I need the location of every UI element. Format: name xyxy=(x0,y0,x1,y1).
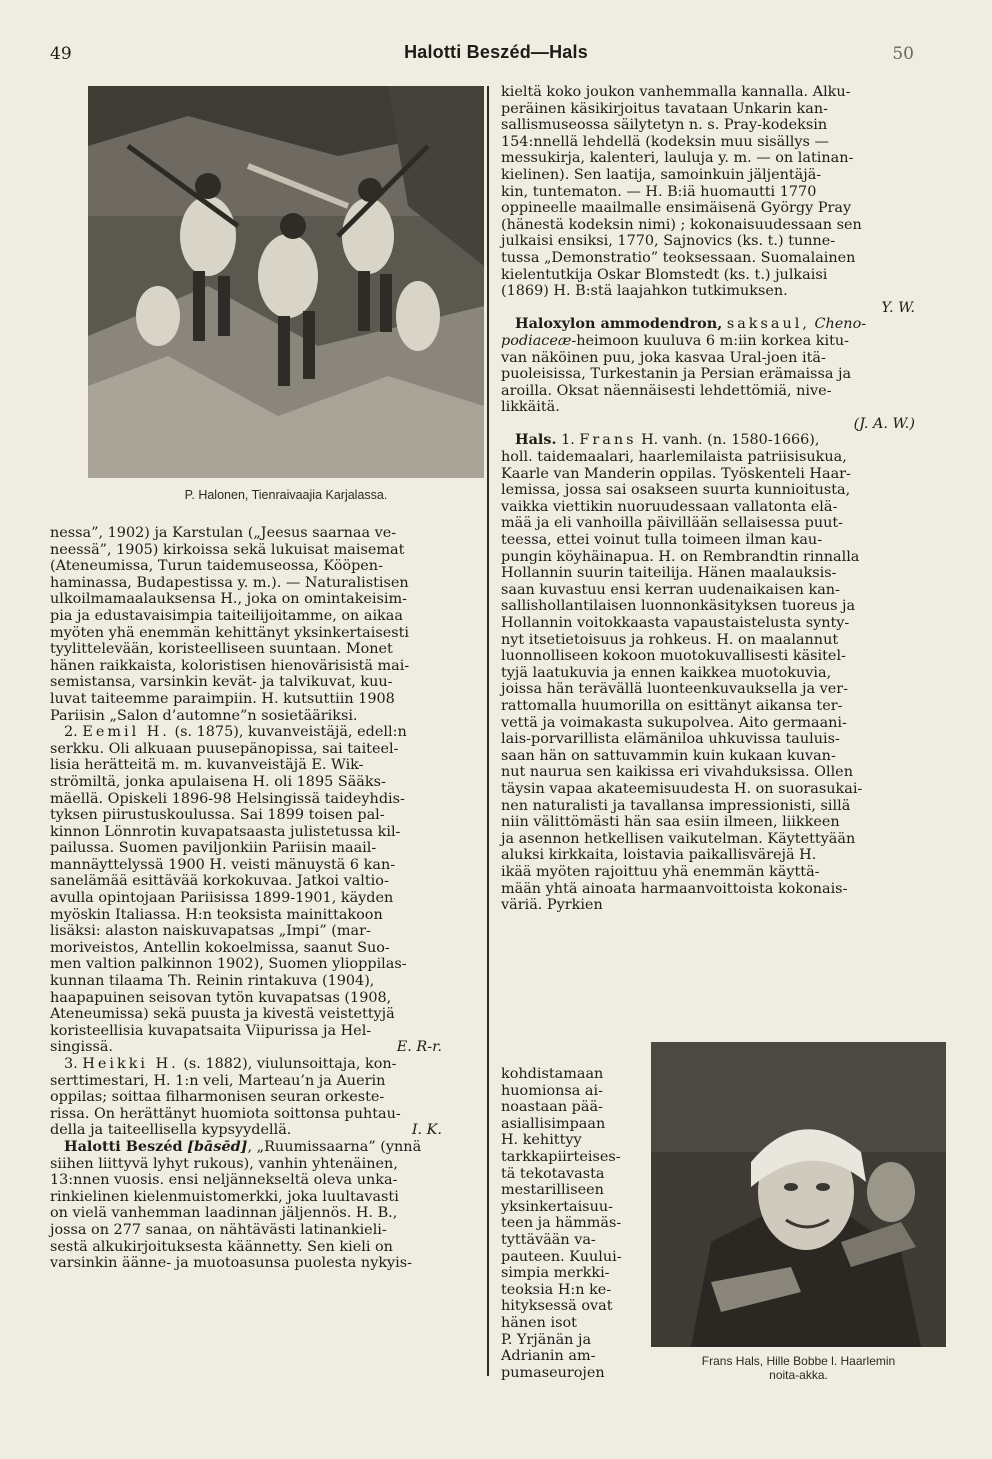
text-line: pia ja edustavaisimpia taiteilijoitamme, on aikaa xyxy=(50,607,403,624)
text-line: myöskin Italiassa. H:n teoksista mainittakoon xyxy=(50,906,383,923)
text-line: neessä”, 1905) kirkoissa sekä lukuisat maisemat xyxy=(50,541,405,558)
text-line: H. vanh. (n. 1580-1666), xyxy=(641,432,820,449)
entry-name: Eemil H. xyxy=(82,724,170,741)
text-line: ikää myöten rajoittuu yhä enemmän käyttä- xyxy=(501,863,820,880)
text-line: joissa hän terävällä luonteenkuvauksella ja ver- xyxy=(501,681,849,698)
text-line: rinkielinen kielenmuistomerkki, joka luultavasti xyxy=(50,1188,399,1205)
text-line: sallishollantilaisen luonnonkäsityksen tuoreus ja xyxy=(501,598,856,615)
text-line: niin välittömästi hän saa esiin ilmeen, liikkeen xyxy=(501,814,840,831)
text-line: lisäksi: alaston naiskuvapatsas „Impi” (mar- xyxy=(50,923,371,940)
text-line: sestä alkukirjoituksesta käännetty. Sen kieli on xyxy=(50,1238,393,1255)
portrait-image xyxy=(651,1042,946,1347)
text-line: teessa, ettei voinut tulla toimeen ilman kau- xyxy=(501,532,823,549)
text-line: oppilas; soittaa filharmonisen seuran orkeste- xyxy=(50,1089,385,1106)
text-line: väriä. Pyrkien xyxy=(501,897,603,914)
text-line: tyylittelevään, koristeelliseen suuntaan. Monet xyxy=(50,641,393,658)
text-line: pauteen. Kuului- xyxy=(501,1248,622,1265)
text-line: aluksi kirkkaita, loistavia paikallisvärejä H. xyxy=(501,847,817,864)
entry-halotti-beszed xyxy=(50,1139,482,1272)
text-line: luonnolliseen kokoon muotokuvallisesti käsitel- xyxy=(501,648,846,665)
text-line: hänen isot xyxy=(501,1314,577,1331)
text-line: ulkoilmamaalauksensa H., joka on omintakeisim- xyxy=(50,591,408,608)
text-line: lais-porvarillista elämäniloa uhkuvissa tauluis- xyxy=(501,731,840,748)
page-header xyxy=(0,38,992,72)
right-column xyxy=(501,84,945,914)
text-line: sallismuseossa säilytetyn n. s. Pray-kodeksin xyxy=(501,117,828,134)
text-line: (Ateneumissa, Turun taidemuseossa, Kööpen- xyxy=(50,558,383,575)
text-line: varsinkin äänne- ja muotoasunsa puolesta nykyis- xyxy=(50,1255,413,1272)
text-line: Pariisin „Salon d’automne”n sosietääriksi. xyxy=(50,707,358,724)
text-line: vaikka viettikin nuoruudessaan vallatonta elä- xyxy=(501,498,838,515)
text-line: mään yhtä ainoata harmaanvoittoista kokonais- xyxy=(501,880,848,897)
text-line: sanelämää esittävää korkokuvaa. Jatkoi valtio- xyxy=(50,873,389,890)
entry-name: Frans xyxy=(579,432,637,449)
text-line: Adrianin am- xyxy=(501,1348,596,1365)
text-line: 154:nnellä lehdellä (kodeksin muu sisällys — xyxy=(501,133,829,150)
text-line: mäellä. Opiskeli 1896-98 Helsingissä taideyhdis- xyxy=(50,790,405,807)
text-line: kielinen). Sen laatija, samoinkuin jäljentäjä- xyxy=(501,166,822,183)
portrait-caption-line: Frans Hals, Hille Bobbe l. Haarlemin xyxy=(701,1354,896,1368)
text-line: aroilla. Oksat näennäisesti lehdettömiä, nive- xyxy=(501,382,832,399)
text-line: rattomalla huumorilla on esittänyt aikansa ter- xyxy=(501,697,843,714)
text-line: , „Ruumissaarna” (ynnä xyxy=(247,1138,422,1155)
text-line: tyksen piirustuskoulussa. Sai 1899 toisen pal- xyxy=(50,807,385,824)
text-line: mää ja eli vanhoilla päivillään sellaisessa puut- xyxy=(501,515,844,532)
text-line: teoksia H:n ke- xyxy=(501,1281,612,1298)
text-line: semistansa, varsinkin kevät- ja talvikuvat, kuu- xyxy=(50,674,393,691)
text-line: singissä. xyxy=(50,1039,113,1056)
text-line: ja asennon hetkellisen vaikutelman. Käytettyään xyxy=(501,830,856,847)
text-line: nen naturalisti ja tavallansa impressionisti, sillä xyxy=(501,797,851,814)
portrait-caption-line: noita-akka. xyxy=(769,1368,828,1382)
text-line: julkaisi ensiksi, 1770, Sajnovics (ks. t.) tunne- xyxy=(501,233,836,250)
entry-haloxylon xyxy=(501,316,945,416)
text-line: della ja taiteellisella kypsyydellä. xyxy=(50,1122,292,1139)
text-line: men valtion palkinnon 1902), Suomen ylioppilas- xyxy=(50,956,407,973)
text-line: simpia merkki- xyxy=(501,1265,610,1282)
left-column xyxy=(50,525,482,1272)
text-line: hityksessä ovat xyxy=(501,1298,613,1315)
text-line: vettä ja voimakasta sukupolvea. Aito germaani- xyxy=(501,714,847,731)
text-line: koristeellisia kuvapatsaita Viipurissa ja Hel- xyxy=(50,1022,372,1039)
text-line: saan kuvastuu ensi kerran uudenaikaisen kan- xyxy=(501,581,840,598)
entry-frans-hals xyxy=(501,432,945,913)
text-line: asiallisimpaan xyxy=(501,1115,606,1132)
page-number-left: 49 xyxy=(50,44,72,64)
text-line: Hollannin suurin taiteilija. Hänen maalauksis- xyxy=(501,565,837,582)
pronunciation: [bāsēd] xyxy=(187,1137,248,1155)
text-line: saan hän on sattuvammin kuin kukaan kuvan- xyxy=(501,747,836,764)
text-line: lemissa, jossa sai osakseen suurta kunnioitusta, xyxy=(501,482,851,499)
text-line: strömiltä, jonka apulaisena H. oli 1895 Sääks- xyxy=(50,773,386,790)
family-name: Cheno- xyxy=(814,316,867,333)
entry-headword: Hals. xyxy=(515,431,557,449)
text-line: tussa „Demonstratio” teoksessaan. Suomalainen xyxy=(501,249,856,266)
text-line: (s. 1875), kuvanveistäjä, edell:n xyxy=(174,724,407,741)
text-line: tarkkapiirteises- xyxy=(501,1148,621,1165)
portrait-illustration xyxy=(651,1042,946,1347)
text-line: likkäitä. xyxy=(501,399,560,416)
text-line: haminassa, Budapestissa y. m.). — Naturalistisen xyxy=(50,574,409,591)
author-signature: (J. A. W.) xyxy=(853,415,915,432)
text-line: tyjä laatukuvia ja ennen kaikkea muotokuvia, xyxy=(501,664,832,681)
narrow-text-column xyxy=(501,1066,645,1381)
text-line: peräinen käsikirjoitus tavataan Unkarin kan- xyxy=(501,100,828,117)
paragraph-halotti-continued xyxy=(501,84,945,300)
painting-illustration xyxy=(88,86,484,478)
author-signature: Y. W. xyxy=(881,299,915,316)
text-line: jossa on 277 sanaa, on nähtävästi latinankieli- xyxy=(50,1221,387,1238)
text-line: pailussa. Suomen paviljonkiin Pariisin maail- xyxy=(50,840,377,857)
text-line: mannäyttelyssä 1900 H. veisti mänuystä 6 kan- xyxy=(50,856,396,873)
entry-headword: Haloxylon ammodendron, xyxy=(515,315,723,333)
text-line: pungin köyhäinapua. H. on Rembrandtin rinnalla xyxy=(501,548,860,565)
text-line: kieltä koko joukon vanhemmalla kannalla. Alku- xyxy=(501,84,851,100)
entry-number: 3. xyxy=(64,1056,78,1072)
column-divider xyxy=(487,86,489,1376)
entry-number: 1. xyxy=(561,432,575,449)
page-number-right: 50 xyxy=(892,44,914,64)
common-name: saksaul, xyxy=(726,316,810,333)
text-line: luvat taiteemme paraimpiin. H. kutsuttiin 1908 xyxy=(50,690,395,707)
text-line: (s. 1882), viulunsoittaja, kon- xyxy=(183,1056,397,1072)
author-signature: E. R-r. xyxy=(396,1039,442,1056)
text-line: tä tekotavasta xyxy=(501,1165,605,1182)
entry-heikki-halonen xyxy=(50,1056,482,1139)
text-line: pumaseurojen xyxy=(501,1364,605,1381)
text-line: nyt itsetietoisuus ja rohkeus. H. on maalannut xyxy=(501,631,839,648)
text-line: kielentutkija Oskar Blomstedt (ks. t.) julkaisi xyxy=(501,266,828,283)
text-line: puoleisissa, Turkestanin ja Persian erämaissa ja xyxy=(501,366,852,383)
entry-name: Heikki H. xyxy=(82,1056,179,1072)
entry-eemil-halonen xyxy=(50,724,482,1056)
text-line: mestarilliseen xyxy=(501,1182,604,1199)
text-line: siihen liittyvä lyhyt rukous), vanhin yhtenäinen, xyxy=(50,1155,398,1172)
text-line: 13:nnen vuosis. ensi neljännekseltä oleva unka- xyxy=(50,1172,398,1189)
text-line: yksinkertaisuu- xyxy=(501,1198,613,1215)
text-line: kunnan tilaama Th. Reinin rintakuva (1904), xyxy=(50,973,375,990)
entry-number: 2. xyxy=(64,724,78,741)
text-line: (hänestä kodeksin nimi) ; kokonaisuudessaan sen xyxy=(501,216,862,233)
text-line: noastaan pää- xyxy=(501,1099,603,1116)
entry-headword: Halotti Beszéd xyxy=(64,1137,183,1155)
text-line: oppineelle maailmalle ensimäisenä György Pray xyxy=(501,200,852,217)
running-title: Halotti Beszéd—Hals xyxy=(404,42,588,62)
text-line: Ateneumissa) sekä puusta ja kivestä veistettyjä xyxy=(50,1006,395,1023)
paragraph-halonen-continued xyxy=(50,525,482,724)
text-line: serkku. Oli alkuaan puusepänopissa, sai taiteel- xyxy=(50,740,399,757)
text-line: avulla opintojaan Pariisissa 1899-1901, käyden xyxy=(50,890,394,907)
text-line: haapapuinen seisovan tytön kuvapatsas (1908, xyxy=(50,989,392,1006)
author-signature: I. K. xyxy=(411,1122,442,1139)
text-line: lisia herätteitä m. m. kuvanveistäjä E. Wik- xyxy=(50,757,364,774)
text-line: rissa. On herättänyt huomiota soittonsa puhtau- xyxy=(50,1105,401,1122)
text-line: -heimoon kuuluva 6 m:iin korkea kitu- xyxy=(571,332,850,349)
family-name-cont: podiaceæ xyxy=(501,332,572,349)
text-line: Hollannin voitokkaasta vapaustaistelusta synty- xyxy=(501,615,850,631)
painting-caption: P. Halonen, Tienraivaajia Karjalassa. xyxy=(184,488,388,502)
text-line: tyttävään va- xyxy=(501,1231,596,1248)
text-line: myöten yhä enemmän kehittänyt yksinkertaisesti xyxy=(50,624,410,641)
text-line: teen ja hämmäs- xyxy=(501,1215,622,1232)
portrait-caption xyxy=(651,1354,946,1382)
text-line: P. Yrjänän ja xyxy=(501,1331,592,1348)
text-line: hänen raikkaista, koloristisen hienovärisistä mai- xyxy=(50,657,410,674)
text-line: kohdistamaan xyxy=(501,1066,604,1082)
text-line: täysin vapaa akateemisuudesta H. on suorasukai- xyxy=(501,780,863,797)
text-line: nut naurua sen kaikissa eri vivahduksissa. Ollen xyxy=(501,764,853,781)
text-line: moriveistos, Antellin kokoelmissa, saanut Suo- xyxy=(50,939,390,956)
text-line: Kaarle van Manderin oppilas. Työskenteli Haar- xyxy=(501,465,851,482)
text-line: huomionsa ai- xyxy=(501,1082,603,1099)
text-line: kinnon Lönnrotin kuvapatsaasta julistetussa kil- xyxy=(50,823,401,840)
text-line: on vielä vanhemman laadinnan jäljennös. H. B., xyxy=(50,1205,398,1222)
text-line: kin, tuntematon. — H. B:iä huomautti 1770 xyxy=(501,183,817,200)
text-line: (1869) H. B:stä laajahkon tutkimuksen. xyxy=(501,283,788,300)
text-line: H. kehittyy xyxy=(501,1132,582,1149)
text-line: nessa”, 1902) ja Karstulan („Jeesus saarnaa ve- xyxy=(50,525,397,541)
painting-image xyxy=(88,86,484,478)
text-line: serttimestari, H. 1:n veli, Marteau’n ja Auerin xyxy=(50,1072,386,1089)
text-line: messukirja, kalenteri, lauluja y. m. — on latinan- xyxy=(501,150,854,167)
text-line: van näköinen puu, joka kasvaa Ural-joen itä- xyxy=(501,349,826,366)
text-line: holl. taidemaalari, haarlemilaista patriisisukua, xyxy=(501,449,847,466)
